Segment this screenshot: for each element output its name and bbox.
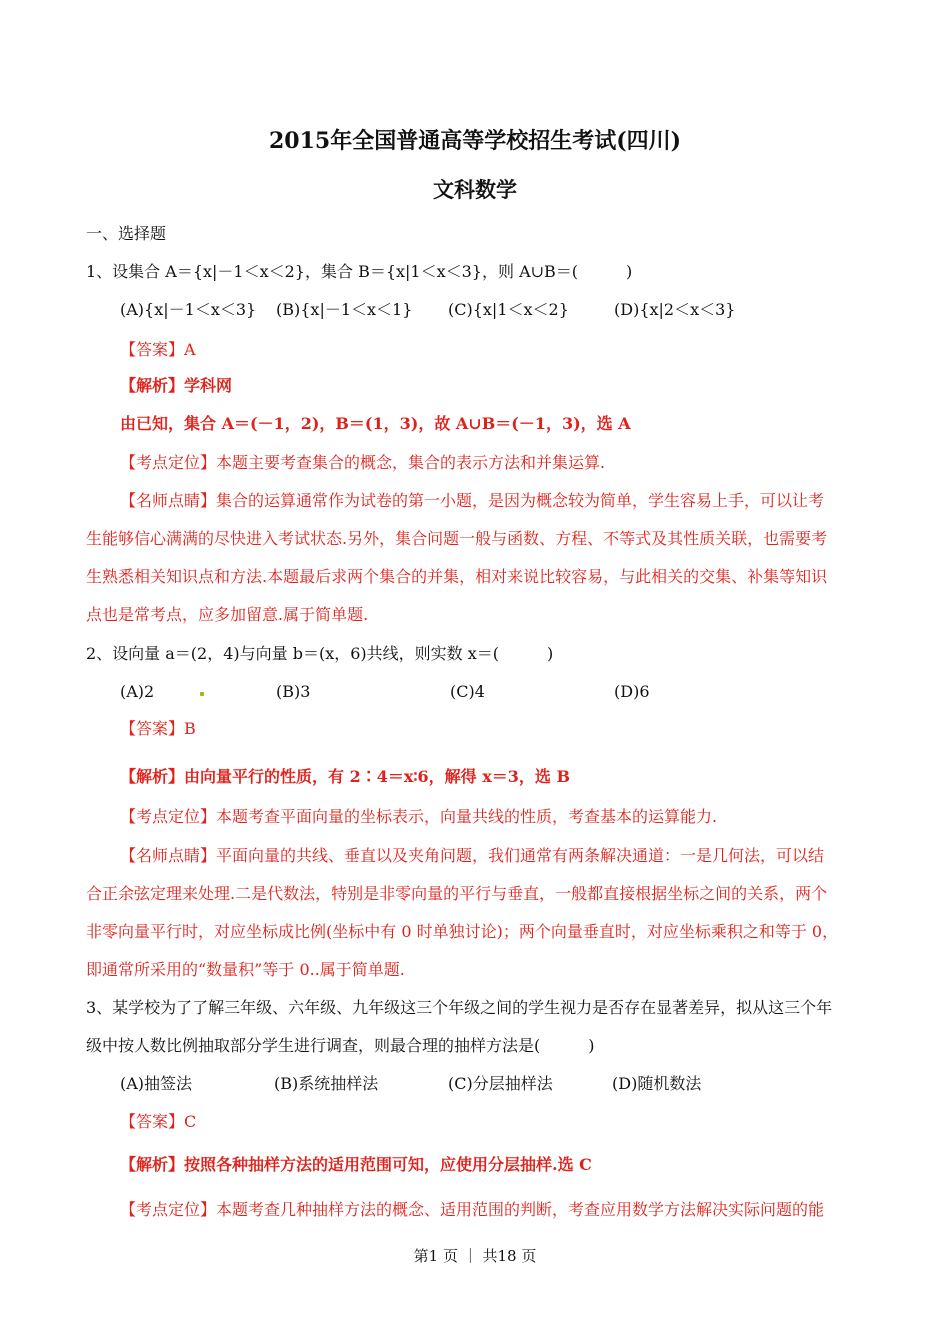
q2-kaodian: 【考点定位】本题考查平面向量的坐标表示，向量共线的性质，考查基本的运算能力. <box>120 807 718 826</box>
q1-dianjing-line-3: 生熟悉相关知识点和方法.本题最后求两个集合的并集，相对来说比较容易，与此相关的交集、补集等知识 <box>86 567 828 586</box>
q1-dianjing-line-1: 【名师点睛】集合的运算通常作为试卷的第一小题，是因为概念较为简单，学生容易上手，可以让考 <box>120 491 825 510</box>
q1-kaodian: 【考点定位】本题主要考查集合的概念，集合的表示方法和并集运算. <box>120 453 606 472</box>
q1-option-d: (D){x|2＜x＜3} <box>614 300 736 319</box>
q1-option-c: (C){x|1＜x＜2} <box>448 300 569 319</box>
q1-option-a: (A){x|－1＜x＜3} <box>120 300 257 319</box>
q2-dianjing-line-2: 合正余弦定理来处理.二是代数法，特别是非零向量的平行与垂直，一般都直接根据坐标之间的关系，两个 <box>86 884 828 903</box>
question-3-stem-line-1: 3、某学校为了了解三年级、六年级、九年级这三个年级之间的学生视力是否存在显著差异，拟从这三个年 <box>86 998 833 1017</box>
q3-option-b: (B)系统抽样法 <box>274 1074 379 1093</box>
question-2-stem: 2、设向量 a＝(2，4)与向量 b＝(x，6)共线，则实数 x＝( ) <box>86 644 554 663</box>
q2-dianjing-line-1: 【名师点睛】平面向量的共线、垂直以及夹角问题，我们通常有两条解决通道：一是几何法，可以结 <box>120 846 825 865</box>
q2-answer: 【答案】B <box>120 719 196 738</box>
q2-option-c: (C)4 <box>450 682 485 701</box>
doc-title: 2015年全国普通高等学校招生考试(四川) <box>268 128 682 154</box>
q2-analysis: 【解析】由向量平行的性质，有 2∶4＝x∶6，解得 x＝3，选 B <box>120 767 571 786</box>
section-heading: 一、选择题 <box>86 224 167 243</box>
q2-option-a: (A)2 <box>120 682 155 701</box>
q1-option-b: (B){x|－1＜x＜1} <box>276 300 413 319</box>
q3-answer: 【答案】C <box>120 1112 197 1131</box>
doc-subtitle: 文科数学 <box>433 177 517 202</box>
q1-analysis: 由已知，集合 A＝(－1，2)，B＝(1，3)，故 A∪B＝(－1，3)，选 A <box>120 414 631 433</box>
q2-dianjing-line-4: 即通常所采用的“数量积”等于 0..属于简单题. <box>86 960 405 979</box>
q1-dianjing-line-2: 生能够信心满满的尽快进入考试状态.另外，集合问题一般与函数、方程、不等式及其性质关联，也需要考 <box>86 529 828 548</box>
q3-kaodian: 【考点定位】本题考查几种抽样方法的概念、适用范围的判断，考查应用数学方法解决实际问题的能 <box>120 1200 825 1219</box>
stray-dot-mark <box>200 692 204 696</box>
page-footer: 第1 页 ｜ 共18 页 <box>413 1247 537 1265</box>
question-3-stem-line-2: 级中按人数比例抽取部分学生进行调查，则最合理的抽样方法是( ) <box>86 1036 595 1055</box>
question-1-stem: 1、设集合 A＝{x|－1＜x＜2}，集合 B＝{x|1＜x＜3}，则 A∪B＝( ) <box>86 262 633 281</box>
q3-option-c: (C)分层抽样法 <box>448 1074 553 1093</box>
q3-option-a: (A)抽签法 <box>120 1074 193 1093</box>
q1-dianjing-line-4: 点也是常考点，应多加留意.属于简单题. <box>86 605 369 624</box>
q2-option-b: (B)3 <box>276 682 311 701</box>
q3-analysis: 【解析】按照各种抽样方法的适用范围可知，应使用分层抽样.选 C <box>120 1155 592 1174</box>
q1-analysis-label: 【解析】学科网 <box>120 376 233 395</box>
q2-dianjing-line-3: 非零向量平行时，对应坐标成比例(坐标中有 0 时单独讨论)；两个向量垂直时，对应坐标乘积之和等于 0， <box>86 922 839 941</box>
q1-answer: 【答案】A <box>120 340 196 359</box>
q3-option-d: (D)随机数法 <box>612 1074 702 1093</box>
q2-option-d: (D)6 <box>614 682 650 701</box>
